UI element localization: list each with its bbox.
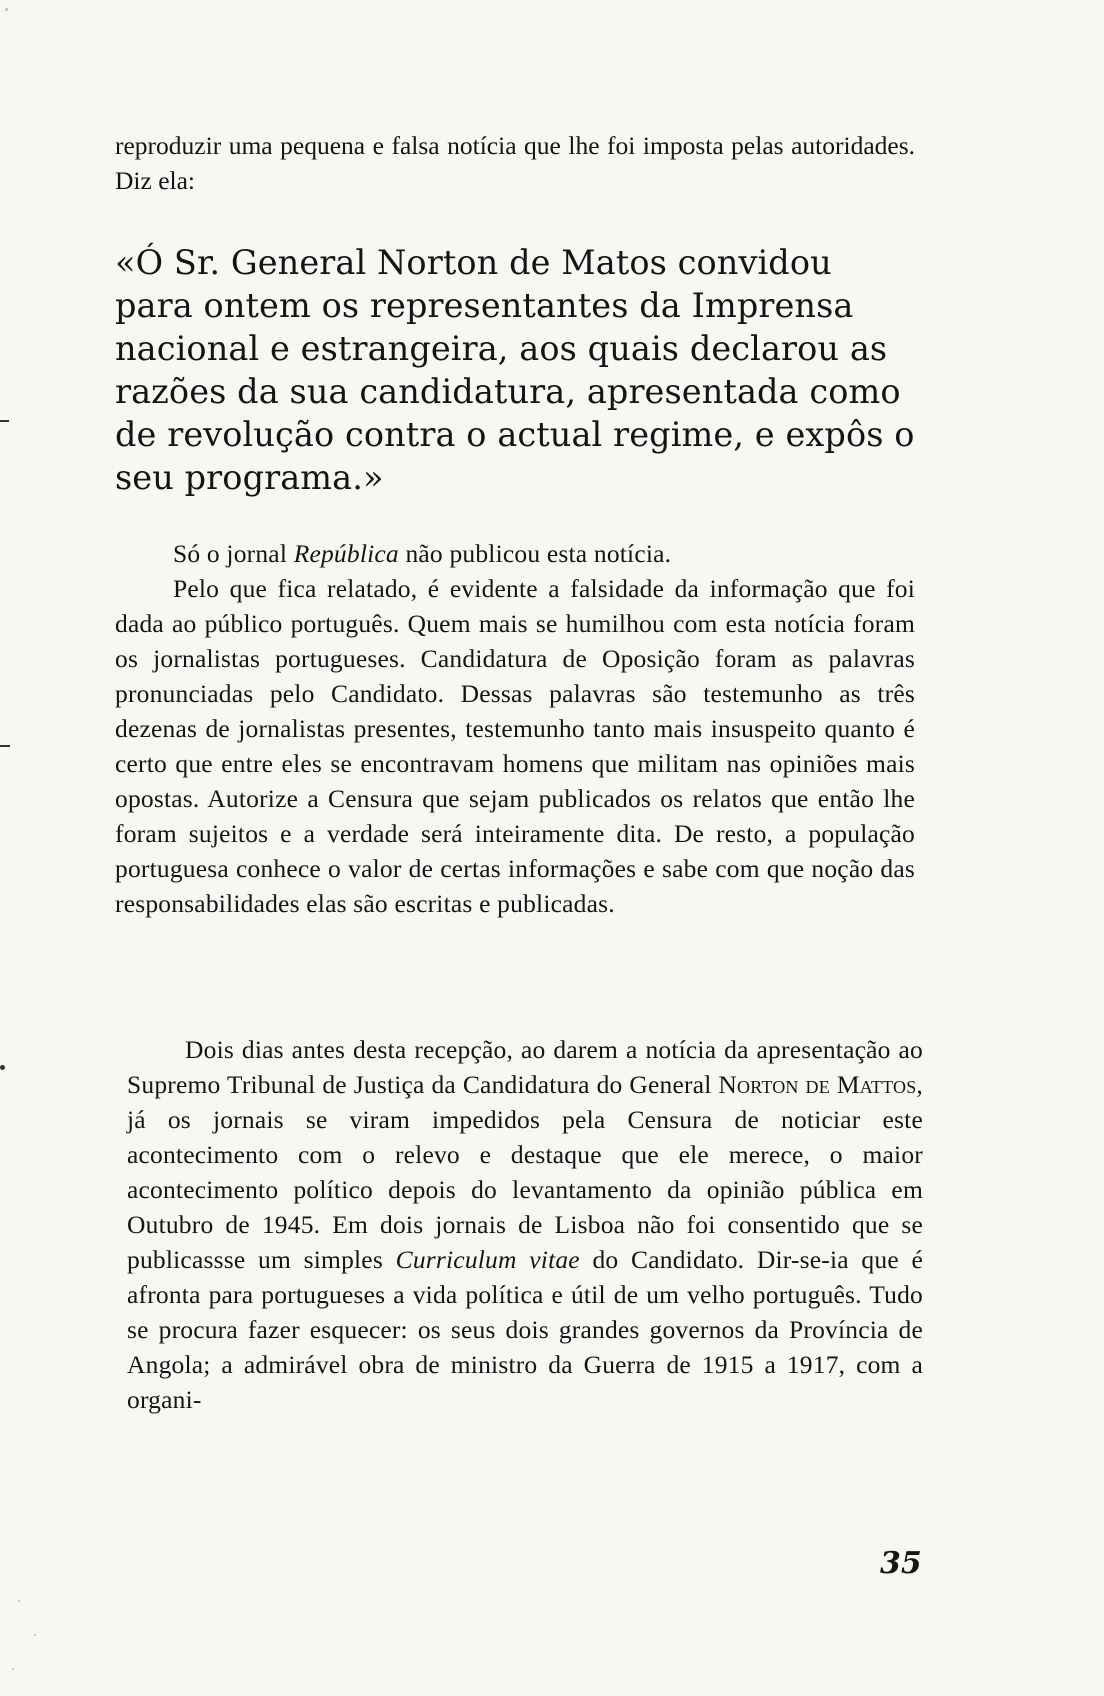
paragraph-text: não publicou esta notícia.	[398, 539, 672, 568]
quoted-notice: «Ó Sr. General Norton de Matos convidou para ontem os representantes da Imprensa nacional e estrangeira, aos quais declarou as razões da sua candidatura, apresentada como de revolução contra o actual regime, e expôs o seu programa.»	[115, 243, 915, 497]
paragraph-republica	[115, 536, 915, 571]
paragraph-text: , já os jornais se viram impedidos pela Censura de noticiar este acontecimento com o relevo e destaque que ele merece, o maior acontecimento político depois do levantamento da opinião pública em Outubro de 1945. Em dois jornais de Lisboa não foi consentido que se publicassse um simples	[127, 1070, 923, 1274]
scan-speck	[5, 8, 8, 11]
body-text-upper	[115, 536, 915, 921]
scan-margin-mark	[0, 1065, 5, 1070]
curriculum-vitae-term: Curriculum vitae	[395, 1245, 580, 1274]
opening-paragraph: reproduzir uma pequena e falsa notícia que lhe foi imposta pelas autoridades. Diz ela:	[115, 131, 915, 195]
scan-speck	[18, 1600, 20, 1602]
scan-margin-mark	[0, 420, 9, 422]
scan-speck	[34, 1634, 36, 1636]
newspaper-name: República	[293, 539, 399, 568]
paragraph-text: Dois dias antes desta recepção, ao darem a notícia da apresentação ao Supremo Tribunal de Justiça da Candidatura do General	[127, 1035, 923, 1099]
scan-speck	[12, 1668, 14, 1670]
paragraph-falsidade: Pelo que fica relatado, é evidente a falsidade da informação que foi dada ao público português. Quem mais se humilhou com esta notícia foram os jornalistas portugueses. Candidatura de Oposição foram as palavras pronunciadas pelo Candidato. Dessas palavras são testemunho as três dezenas de jornalistas presentes, testemunho tanto mais insuspeito quanto é certo que entre eles se encontravam homens que militam nas opiniões mais opostas. Autorize a Censura que sejam publicados os relatos que então lhe foram sujeitos e a verdade será inteiramente dita. De resto, a população portuguesa conhece o valor de certas informações e sabe com que noção das responsabilidades elas são escritas e publicadas.	[115, 574, 915, 918]
paragraph-candidatura	[127, 1032, 923, 1417]
paragraph-text: do Candidato. Dir-se-ia que é afronta para portugueses a vida política e útil de um velho português. Tudo se procura fazer esquecer: os seus dois grandes governos da Província de Angola; a admirável obra de ministro da Guerra de 1915 a 1917, com a organi-	[127, 1245, 924, 1414]
paragraph-text: Só o jornal	[173, 539, 294, 568]
scan-margin-mark	[0, 745, 10, 747]
candidate-name: Norton de Mattos	[718, 1070, 917, 1099]
body-text-lower	[127, 1032, 923, 1417]
page-number: 35	[880, 1546, 922, 1581]
